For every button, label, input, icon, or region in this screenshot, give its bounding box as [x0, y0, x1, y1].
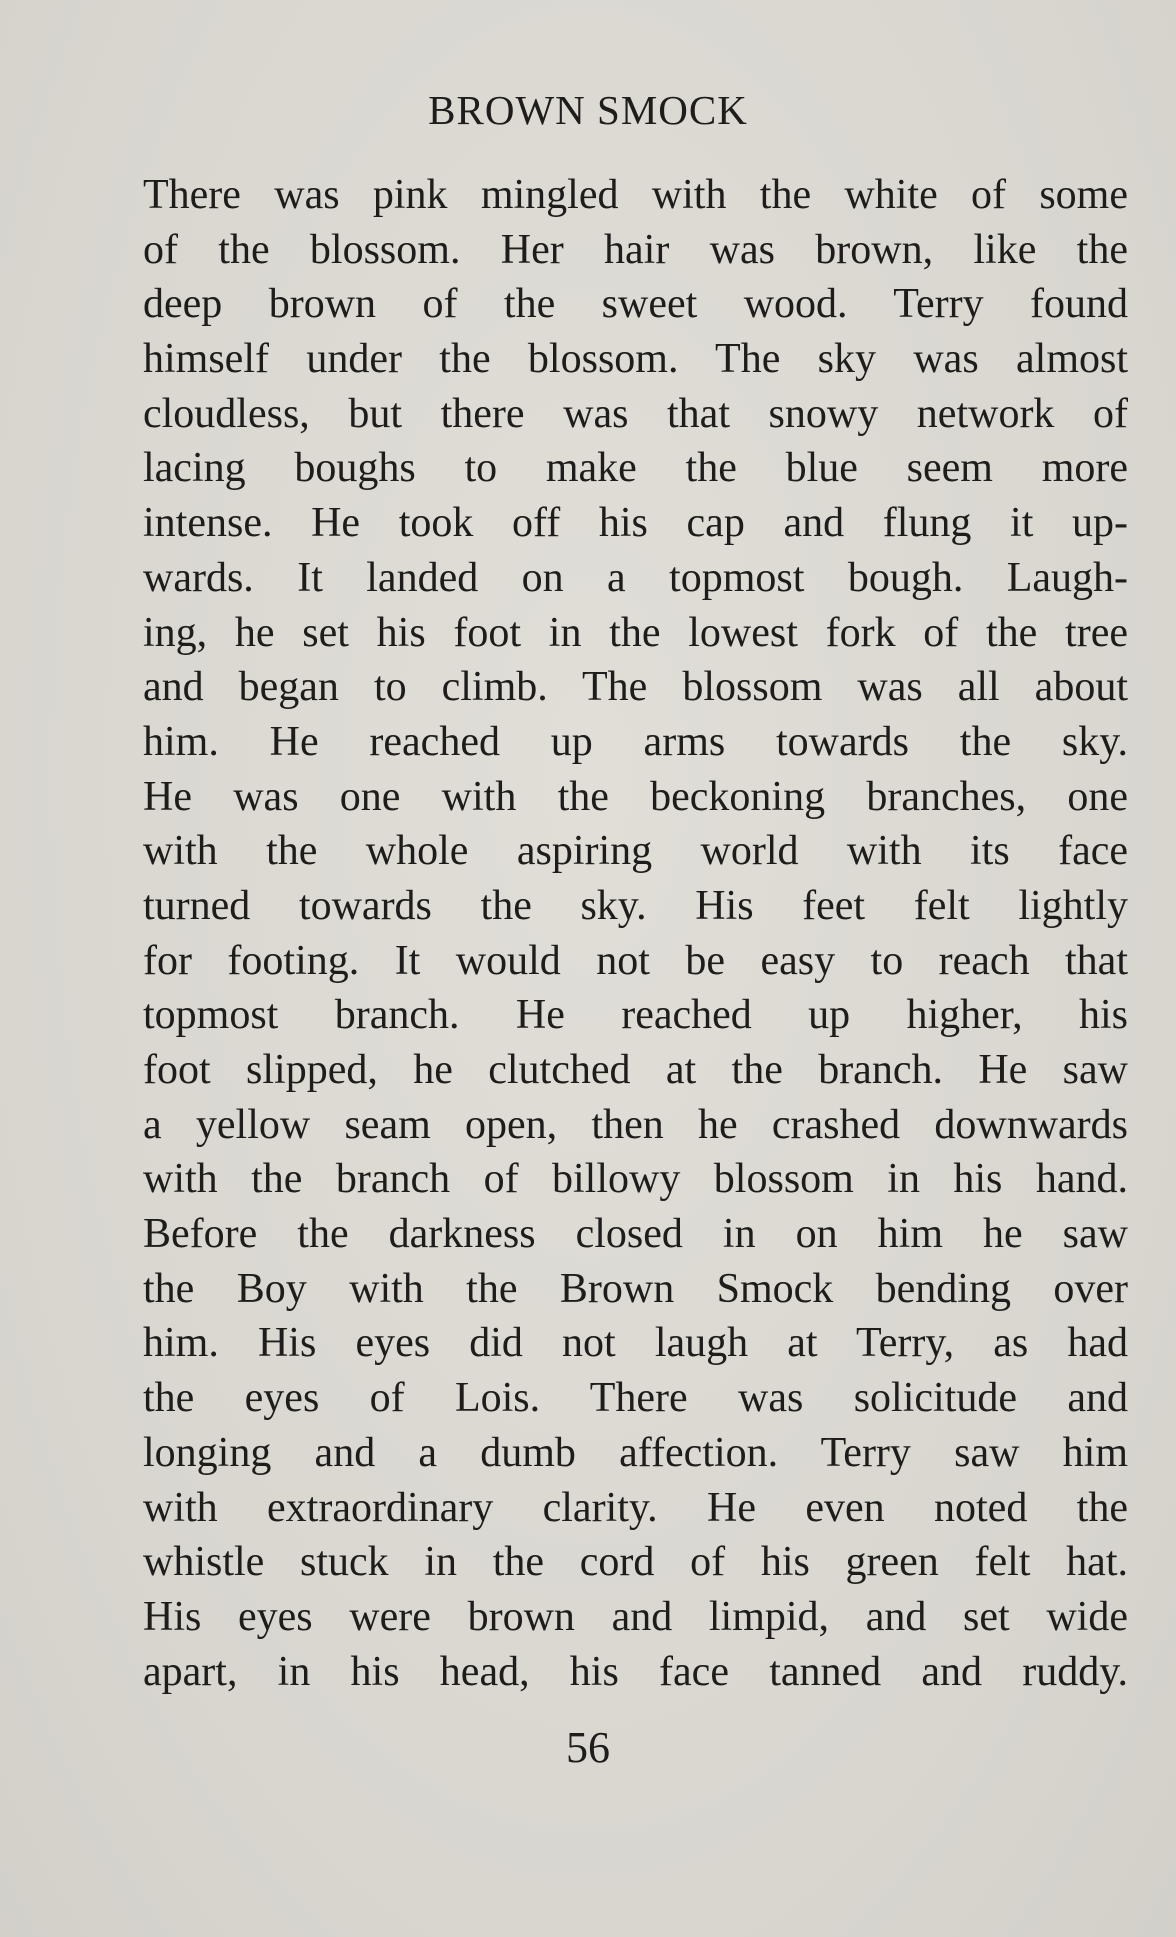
- text-line: with the branch of billowy blossom in his hand.: [143, 1156, 1128, 1203]
- text-line: There was pink mingled with the white of some: [143, 172, 1128, 218]
- text-line: ing, he set his foot in the lowest fork of the tree: [143, 609, 1128, 656]
- text-line: intense. He took off his cap and flung it up-: [143, 500, 1128, 547]
- body-paragraph: [143, 168, 1128, 1699]
- text-line: a yellow seam open, then he crashed downwards: [143, 1101, 1128, 1148]
- text-line: apart, in his head, his face tanned and ruddy.: [143, 1648, 1128, 1695]
- text-line: lacing boughs to make the blue seem more: [143, 445, 1128, 492]
- text-line: longing and a dumb affection. Terry saw him: [143, 1429, 1128, 1476]
- text-line: for footing. It would not be easy to reach that: [143, 937, 1128, 984]
- text-line: deep brown of the sweet wood. Terry found: [143, 281, 1128, 328]
- text-line: cloudless, but there was that snowy network of: [143, 390, 1128, 437]
- page-number: 56: [566, 1723, 610, 1772]
- text-line: himself under the blossom. The sky was almost: [143, 336, 1128, 383]
- text-line: whistle stuck in the cord of his green felt hat.: [143, 1539, 1128, 1586]
- text-line: with the whole aspiring world with its face: [143, 828, 1128, 875]
- text-line: turned towards the sky. His feet felt lightly: [143, 882, 1128, 929]
- text-line: and began to climb. The blossom was all about: [143, 664, 1128, 711]
- text-line: the Boy with the Brown Smock bending over: [143, 1265, 1128, 1312]
- text-line: His eyes were brown and limpid, and set wide: [143, 1593, 1128, 1640]
- text-line: of the blossom. Her hair was brown, like the: [143, 226, 1128, 273]
- text-line: wards. It landed on a topmost bough. Laugh-: [143, 554, 1128, 601]
- text-line: him. He reached up arms towards the sky.: [143, 718, 1128, 765]
- text-line: foot slipped, he clutched at the branch. He saw: [143, 1047, 1128, 1093]
- running-title: BROWN SMOCK: [428, 87, 748, 133]
- text-line: He was one with the beckoning branches, one: [143, 773, 1128, 820]
- text-line: him. His eyes did not laugh at Terry, as had: [143, 1320, 1128, 1367]
- text-line: the eyes of Lois. There was solicitude and: [143, 1375, 1128, 1422]
- text-line: topmost branch. He reached up higher, his: [143, 992, 1128, 1039]
- text-line: with extraordinary clarity. He even noted the: [143, 1484, 1128, 1531]
- text-line: Before the darkness closed in on him he saw: [143, 1211, 1128, 1258]
